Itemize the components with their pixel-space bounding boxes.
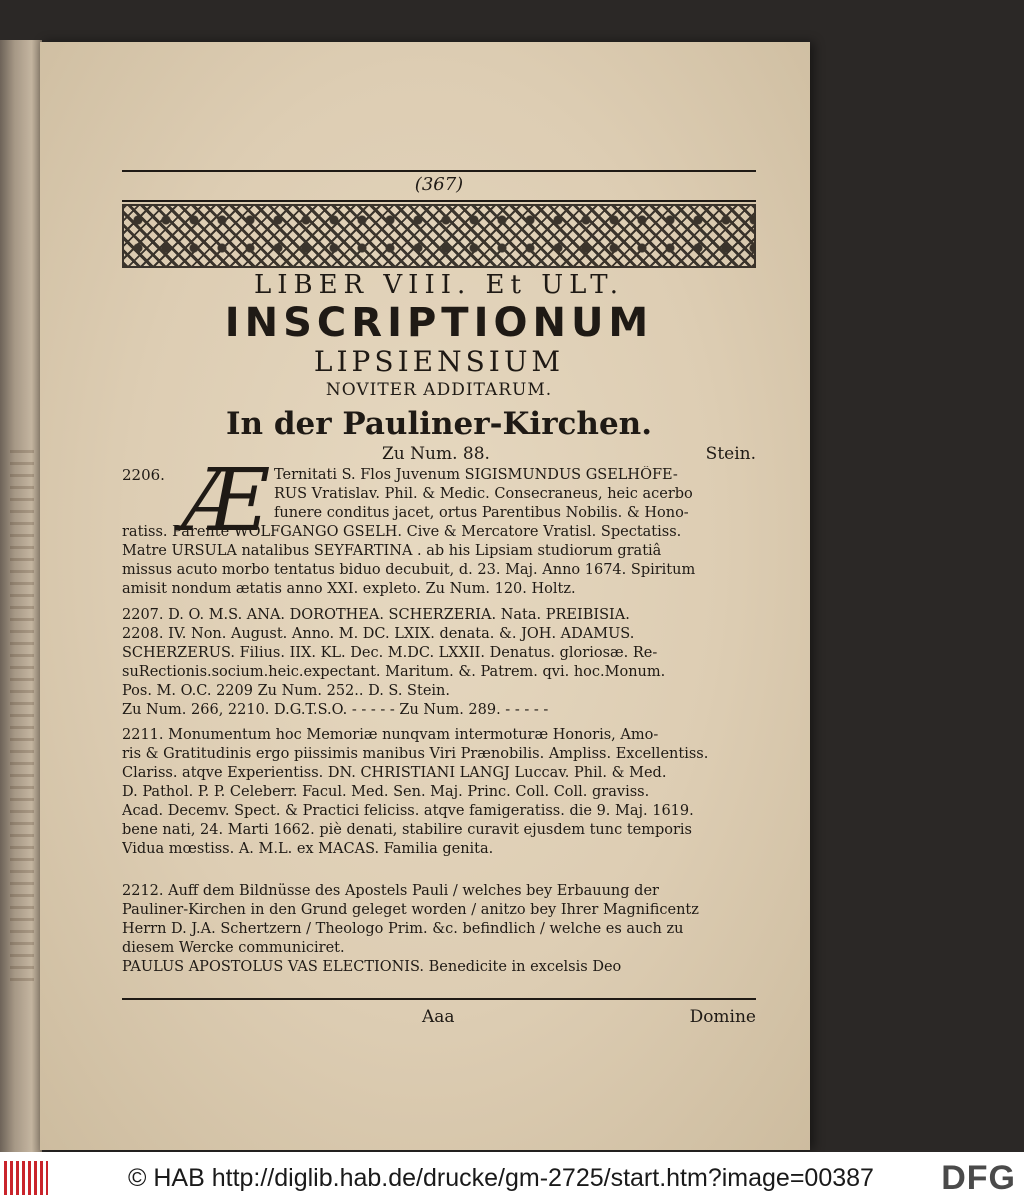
- text-line: PAULUS APOSTOLUS VAS ELECTIONIS. Benedicite in excelsis Deo: [122, 959, 622, 975]
- reference-number: Zu Num. 88.: [382, 444, 490, 464]
- text-line: Matre URSULA natalibus SEYFARTINA . ab his Lipsiam studiorum gratiâ: [122, 543, 662, 559]
- text-line: 2208. IV. Non. August. Anno. M. DC. LXIX. denata. &. JOH. ADAMUS.: [122, 626, 635, 642]
- title-block: [122, 270, 756, 444]
- bottom-rule: [122, 998, 756, 1000]
- text-line: Zu Num. 266, 2210. D.G.T.S.O. - - - - - Zu Num. 289. - - - - -: [122, 702, 549, 718]
- book-title: LIBER VIII. Et ULT.: [253, 270, 625, 300]
- entry-2211: [122, 726, 756, 859]
- text-line: Pos. M. O.C. 2209 Zu Num. 252.. D. S. Stein.: [122, 683, 450, 699]
- text-line: suRectionis.socium.heic.expectant. Maritum. &. Patrem. qvi. hoc.Monum.: [122, 664, 666, 680]
- library-logo-icon: [4, 1161, 48, 1195]
- text-line: funere conditus jacet, ortus Parentibus Nobilis. & Hono-: [274, 505, 689, 521]
- reference-material: Stein.: [705, 444, 756, 464]
- entry-number: 2206.: [122, 466, 165, 484]
- copyright-url[interactable]: © HAB http://diglib.hab.de/drucke/gm-2725/start.htm?image=00387: [128, 1164, 874, 1192]
- text-line: diesem Wercke communiciret.: [122, 940, 345, 956]
- text-line: Clariss. atqve Experientiss. DN. CHRISTIANI LANGJ Luccav. Phil. & Med.: [122, 765, 667, 781]
- ornamental-header-band: [122, 204, 756, 268]
- page-footer: [122, 1004, 756, 1030]
- text-line: Herrn D. J.A. Schertzern / Theologo Prim. &c. befindlich / welche es auch zu: [122, 921, 684, 937]
- text-line: SCHERZERUS. Filius. IIX. KL. Dec. M.DC. LXXII. Denatus. gloriosæ. Re-: [122, 645, 658, 661]
- book-page: [40, 42, 810, 1150]
- text-line: D. Pathol. P. P. Celeberr. Facul. Med. Sen. Maj. Princ. Coll. Coll. graviss.: [122, 784, 650, 800]
- header-rule: [122, 200, 756, 202]
- entries-2207-2210: [122, 606, 756, 720]
- work-title: INSCRIPTIONUM: [224, 300, 654, 346]
- text-line: Pauliner-Kirchen in den Grund geleget worden / anitzo bey Ihrer Magnificentz: [122, 902, 699, 918]
- top-rule: [122, 170, 756, 172]
- text-line: 2207. D. O. M.S. ANA. DOROTHEA. SCHERZERIA. Nata. PREIBISIA.: [122, 607, 630, 623]
- dfg-logo: DFG: [941, 1159, 1016, 1197]
- subtitle: NOVITER ADDITARUM.: [325, 380, 553, 400]
- text-line: 2211. Monumentum hoc Memoriæ nunqvam intermoturæ Honoris, Amo-: [122, 727, 659, 743]
- section-heading: In der Pauliner-Kirchen.: [226, 406, 652, 442]
- text-line: amisit nondum ætatis anno XXI. expleto. Zu Num. 120. Holtz.: [122, 581, 576, 597]
- place-title: LIPSIENSIUM: [313, 345, 565, 378]
- entry-2206-body: [122, 523, 756, 599]
- catchword: Domine: [689, 1007, 756, 1027]
- text-line: missus acuto morbo tentatus biduo decubuit, d. 23. Maj. Anno 1674. Spiritum: [122, 562, 696, 578]
- text-line: ris & Gratitudinis ergo piissimis manibus Viri Prænobilis. Ampliss. Excellentiss.: [122, 746, 709, 762]
- drop-capital: Æ: [182, 451, 269, 551]
- page-number: (367): [414, 174, 464, 195]
- text-line: Acad. Decemv. Spect. & Practici feliciss. atqve famigeratiss. die 9. Maj. 1619.: [122, 803, 694, 819]
- page-content: [122, 166, 756, 1036]
- text-line: bene nati, 24. Marti 1662. piè denati, stabilire curavit ejusdem tunc temporis: [122, 822, 693, 838]
- text-line: Vidua mœstiss. A. M.L. ex MACAS. Familia genita.: [122, 841, 494, 857]
- signature-mark: Aaa: [422, 1007, 455, 1027]
- copyright-banner: [0, 1152, 1024, 1204]
- entry-2206-opening: [122, 466, 756, 523]
- entry-2212: [122, 882, 756, 977]
- text-line: Ternitati S. Flos Juvenum SIGISMUNDUS GSELHÖFE-: [274, 467, 678, 483]
- text-line: ratiss. Parente WOLFGANGO GSELH. Cive & Mercatore Vratisl. Spectatiss.: [122, 524, 682, 540]
- left-page-edge: [0, 40, 42, 1152]
- text-line: 2212. Auff dem Bildnüsse des Apostels Pauli / welches bey Erbauung der: [122, 883, 659, 899]
- text-line: RUS Vratislav. Phil. & Medic. Consecraneus, heic acerbo: [274, 486, 693, 502]
- left-page-text-bleed: [10, 450, 34, 990]
